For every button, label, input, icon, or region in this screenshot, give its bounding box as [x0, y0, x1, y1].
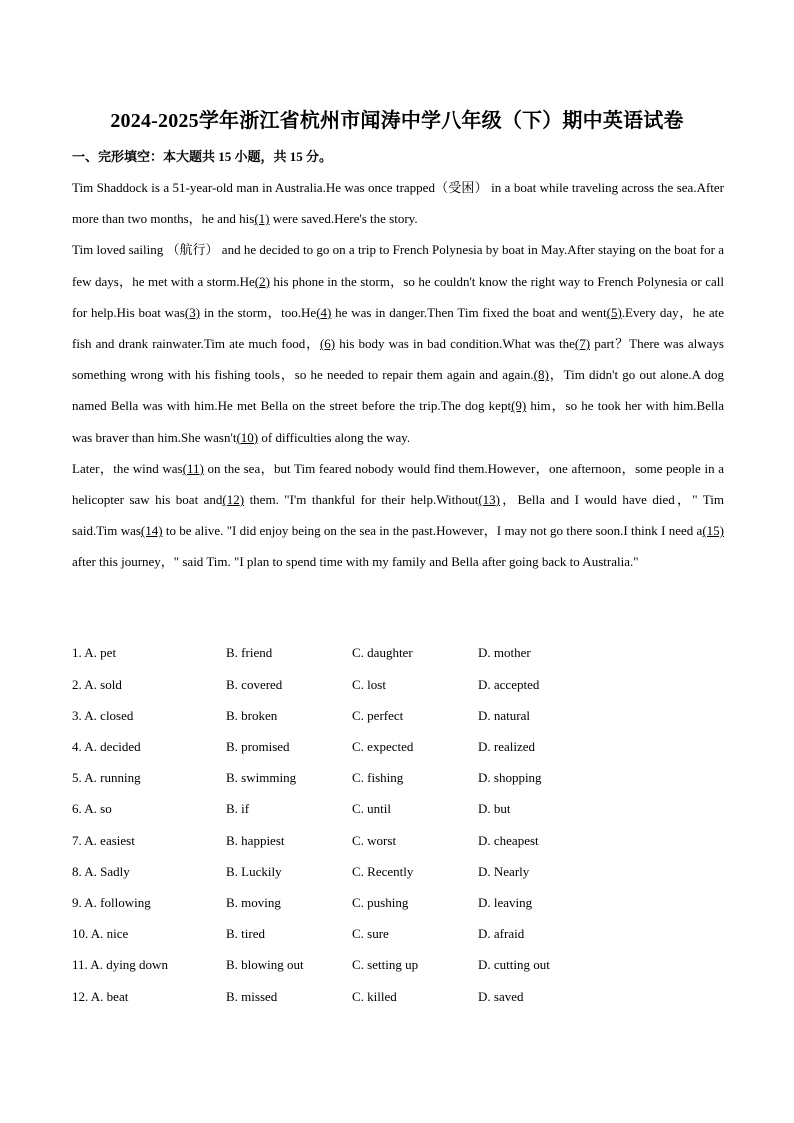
option-d: D. saved	[478, 989, 524, 1004]
question-item	[72, 645, 732, 665]
page-title: 2024-2025学年浙江省杭州市闻涛中学八年级（下）期中英语试卷	[110, 110, 684, 132]
blank-8: (8)	[533, 367, 549, 383]
option-a: 11. A. dying down	[72, 957, 168, 972]
option-a: 4. A. decided	[72, 739, 141, 754]
cloze-passage	[72, 172, 724, 578]
blank-11: (11)	[182, 460, 204, 476]
option-b: B. covered	[226, 677, 283, 692]
blank-6: (6)	[319, 336, 336, 352]
option-b: B. broken	[226, 708, 278, 723]
option-b: B. if	[226, 801, 250, 816]
option-c: C. perfect	[352, 708, 404, 723]
passage-text: after this journey，" said Tim. "I plan to spend time with my family and Bella after going back to Australia."	[72, 554, 639, 570]
option-b: B. promised	[226, 739, 290, 754]
option-a: 7. A. easiest	[72, 833, 135, 848]
option-d: D. realized	[478, 739, 536, 754]
passage-text: he was in danger.Then Tim fixed the boat and went	[331, 304, 607, 320]
passage-text: part？There was always something wrong with his fishing tools，so he needed to repair them again and again.	[72, 336, 724, 383]
option-d: D. leaving	[478, 895, 533, 910]
option-a: 10. A. nice	[72, 926, 129, 941]
passage-text: on the sea，but Tim feared nobody would find them.However，one afternoon，some people in a helicopter saw his boat and	[72, 460, 724, 508]
option-d: D. but	[478, 801, 511, 816]
blank-9: (9)	[511, 398, 527, 414]
option-d: D. mother	[478, 645, 531, 660]
blank-7: (7)	[574, 336, 591, 352]
question-item	[72, 739, 732, 759]
option-b: B. Luckily	[226, 864, 282, 879]
option-b: B. missed	[226, 989, 278, 1004]
section-heading: 一、完形填空：本大题共 15 小题，共 15 分。	[72, 149, 333, 164]
passage-text: of difficulties along the way.	[258, 429, 411, 445]
option-a: 6. A. so	[72, 801, 112, 816]
passage-text: his phone in the storm，so he couldn't know the right way to French Polynesia or call for help.His boat was	[72, 273, 724, 320]
option-a: 12. A. beat	[72, 989, 129, 1004]
option-a: 1. A. pet	[72, 645, 117, 660]
passage-text: to be alive. "I did enjoy being on the sea in the past.However，I may not go there soon.I think I need a	[162, 523, 703, 539]
option-b: B. tired	[226, 926, 265, 941]
option-d: D. accepted	[478, 677, 540, 692]
option-a: 5. A. running	[72, 770, 141, 785]
passage-text: him，so he took her with him.Bella was braver than him.She wasn't	[72, 398, 724, 445]
option-b: B. happiest	[226, 833, 285, 848]
option-b: B. moving	[226, 895, 281, 910]
option-c: C. expected	[352, 739, 414, 754]
passage-text: them. "I'm thankful for their help.Without	[244, 492, 479, 508]
option-c: C. pushing	[352, 895, 409, 910]
passage-text: .Every day，he ate fish and drank rainwater.Tim ate much food，	[72, 304, 724, 352]
option-c: C. fishing	[352, 770, 404, 785]
option-c: C. daughter	[352, 645, 413, 660]
option-a: 8. A. Sadly	[72, 864, 130, 879]
option-b: B. friend	[226, 645, 273, 660]
passage-text: were saved.Here's the story.	[269, 211, 418, 227]
question-item	[72, 895, 732, 915]
passage-text: his body was in bad condition.What was the	[335, 336, 575, 352]
passage-text: Later，the wind was	[72, 460, 183, 476]
option-c: C. until	[352, 801, 392, 816]
passage-paragraph-2	[72, 234, 724, 452]
option-b: B. blowing out	[226, 957, 304, 972]
passage-text: ，Bella and I would have died，" Tim said.Tim was	[72, 492, 724, 539]
question-item	[72, 833, 732, 853]
question-item	[72, 677, 732, 697]
option-c: C. worst	[352, 833, 397, 848]
blank-14: (14)	[140, 523, 163, 539]
passage-paragraph-3	[72, 453, 724, 578]
question-item	[72, 708, 732, 728]
blank-1: (1)	[254, 211, 270, 227]
option-c: C. setting up	[352, 957, 419, 972]
option-c: C. killed	[352, 989, 397, 1004]
blank-13: (13)	[478, 492, 500, 508]
question-item	[72, 926, 732, 946]
question-item	[72, 957, 732, 977]
blank-12: (12)	[222, 492, 245, 508]
question-item	[72, 770, 732, 790]
passage-text: in the storm，too.He	[200, 304, 317, 320]
option-d: D. natural	[478, 708, 530, 723]
option-a: 3. A. closed	[72, 708, 134, 723]
option-b: B. swimming	[226, 770, 297, 785]
question-item	[72, 864, 732, 884]
blank-2: (2)	[254, 273, 270, 289]
option-d: D. Nearly	[478, 864, 530, 879]
option-d: D. shopping	[478, 770, 542, 785]
blank-10: (10)	[236, 429, 259, 445]
blank-3: (3)	[184, 304, 201, 320]
blank-15: (15)	[702, 523, 724, 539]
blank-4: (4)	[316, 304, 332, 320]
blank-5: (5)	[606, 304, 622, 320]
option-a: 9. A. following	[72, 895, 151, 910]
option-c: C. lost	[352, 677, 386, 692]
option-a: 2. A. sold	[72, 677, 122, 692]
passage-text: ，Tim didn't go out alone.A dog named Bella was with him.He met Bella on the street before the trip.The dog kept	[72, 367, 725, 414]
question-item	[72, 989, 732, 1009]
option-d: D. cutting out	[478, 957, 550, 972]
option-c: C. Recently	[352, 864, 414, 879]
passage-text: Tim loved sailing （航行） and he decided to go on a trip to French Polynesia by boat in May.After staying on the boat for a few days，he met with a storm.He	[72, 242, 724, 289]
passage-text: Tim Shaddock is a 51-year-old man in Australia.He was once trapped（受困） in a boat while traveling across the sea.After more than two months，he and his	[72, 180, 724, 227]
option-d: D. cheapest	[478, 833, 539, 848]
option-d: D. afraid	[478, 926, 525, 941]
option-c: C. sure	[352, 926, 389, 941]
passage-paragraph-1	[72, 172, 724, 234]
question-item	[72, 801, 732, 821]
